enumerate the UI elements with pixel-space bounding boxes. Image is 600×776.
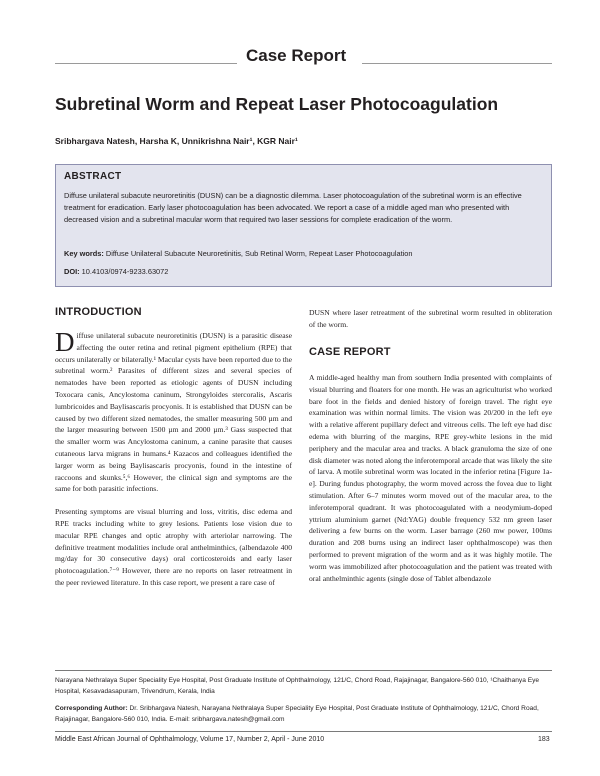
doi bbox=[64, 267, 168, 276]
left-column bbox=[55, 327, 292, 600]
affiliation: Narayana Nethralaya Super Speciality Eye Hospital, Post Graduate Institute of Ophthalmology, 121/C, Chord Road, Rajajinagar, Bangalore-560 010, ¹Chaithanya Eye Hospital, Kesavadasapuram, Trivendrum, Kerala, India bbox=[55, 677, 540, 695]
footnote-rule bbox=[55, 670, 552, 671]
abstract-text: Diffuse unilateral subacute neuroretinitis (DUSN) can be a diagnostic dilemma. Laser photocoagulation of the subretinal worm is an effective treatment for eradication. Early laser photocoagulation has been advocated. We report a case of a middle aged man who presented with decreased vision and a subretinal macular worm that required two laser sessions for complete eradication of the worm. bbox=[64, 191, 522, 224]
intro-paragraph-2: Presenting symptoms are visual blurring and loss, vitritis, disc edema and RPE tracks including white to grey lesions. Patients lose vision due to macular RPE changes and optic atrophy with arteriolar narrowing. The definitive treatment modalities include oral anthelminthics, (albendazole 400 mg/day for 30 consecutive days) oral corticosteroids and early laser photocoagulation.⁷⁻⁹ However, there are no reports on laser retreatment in the peer reviewed literature. In this case report, we present a rare case of bbox=[55, 507, 292, 587]
journal-rule bbox=[55, 731, 552, 732]
author-list: Sribhargava Natesh, Harsha K, Unnikrishna Nair¹, KGR Nair¹ bbox=[55, 136, 298, 146]
intro-continuation: DUSN where laser retreatment of the subretinal worm resulted in obliteration of the worm. bbox=[309, 308, 552, 329]
doi-label: DOI: bbox=[64, 267, 80, 276]
right-column bbox=[309, 307, 552, 342]
intro-paragraph-1-text: iffuse unilateral subacute neuroretinitis (DUSN) is a parasitic disease affecting the outer retina and retinal pigment epithelium (RPE) that occurs unilaterally or bilaterally.¹ Macular cysts have been reported due to the subretinal worm.² Parasites of different sizes and several species of nematodes have been reported as etiologic agents of DUSN including Toxocara canis, Ancylostoma caninum, Strongyloides stercoralis, Ascaris lumbricoides and Baylisascaris procyonis. It is established that DUSN can be caused by two different sized nematodes, the smaller measuring 500 µm and the larger measuring between 1500 µm and 2000 µm.³ Gass suspected that the smaller worm was Ancylostoma caninum, a canine parasite that causes cutaneous larva migrans in humans.⁴ Kazacos and colleagues identified the larger worm as being Baylisascaris procyonis, found in the intestine of raccoons and skunks.⁵,⁶ However, the clinical sign and symptoms are the same for both parasitic infections. bbox=[55, 331, 292, 494]
corresponding-author bbox=[55, 704, 552, 725]
introduction-heading: INTRODUCTION bbox=[55, 306, 142, 318]
header-rule-right bbox=[362, 63, 552, 64]
keywords-text: Diffuse Unilateral Subacute Neuroretinitis, Sub Retinal Worm, Repeat Laser Photocoagulation bbox=[105, 249, 413, 258]
journal-citation: Middle East African Journal of Ophthalmology, Volume 17, Number 2, April - June 2010 bbox=[55, 736, 325, 743]
abstract-heading: ABSTRACT bbox=[64, 171, 122, 182]
case-report-column bbox=[309, 372, 552, 595]
section-label: Case Report bbox=[246, 46, 347, 65]
case-report-heading: CASE REPORT bbox=[309, 346, 391, 358]
page-number: 183 bbox=[538, 736, 550, 743]
keywords-label: Key words: bbox=[64, 249, 104, 258]
corresponding-author-text: Dr. Sribhargava Natesh, Narayana Nethralaya Super Speciality Eye Hospital, Post Graduate Institute of Ophthalmology, 121/C, Chord Road, Rajajinagar, Bangalore-560 010, India. E-mail: sribhargava.natesh@gmail.com bbox=[55, 705, 539, 723]
abstract-box bbox=[55, 164, 552, 287]
intro-paragraph-1 bbox=[55, 327, 292, 495]
keywords bbox=[64, 249, 544, 258]
doi-value: 10.4103/0974-9233.63072 bbox=[81, 267, 169, 276]
drop-cap: D bbox=[55, 327, 75, 357]
article-title: Subretinal Worm and Repeat Laser Photocoagulation bbox=[55, 94, 499, 114]
case-report-text: A middle-aged healthy man from southern India presented with complaints of visual blurring and floaters for one month. He was an agriculturist who worked bare foot in the fields and denied history of foreign travel. The right eye examination was within normal limits. The vision was 20/200 in the left eye with a relative afferent pupillary defect and vitreous cells. The left eye had disc edema with blurring of the margins, RPE grey-white lesions in the mid periphery and the macular area and tracks. A black granuloma the size of one disk diameter was noted along the inferotemporal arcade that was likely the site of larva. A motile subretinal worm was located in the inferior retina [Figure 1a-e]. During fundus photography, the worm moved across the fovea due to light stimulation. After 6–7 minutes worm moved out of the macular area, to the inferotemporal quadrant. It was photocoagulated with a neodymium-doped yttrium aluminium garnet (Nd:YAG) double frequency 532 nm green laser delivering a few burns on the worm. Laser barrage (260 mw power, 100ms duration and 208 burns using an indirect laser ophthalmoscope) was then performed to prevent migration of the worm and as it was highly motile. The worm was immobilized after photocoagulation and the patient was treated with oral anthelminthic agents (single dose of Tablet albendazole bbox=[309, 373, 552, 583]
corresponding-author-label: Corresponding Author: bbox=[55, 705, 128, 712]
header-rule-left bbox=[55, 63, 237, 64]
